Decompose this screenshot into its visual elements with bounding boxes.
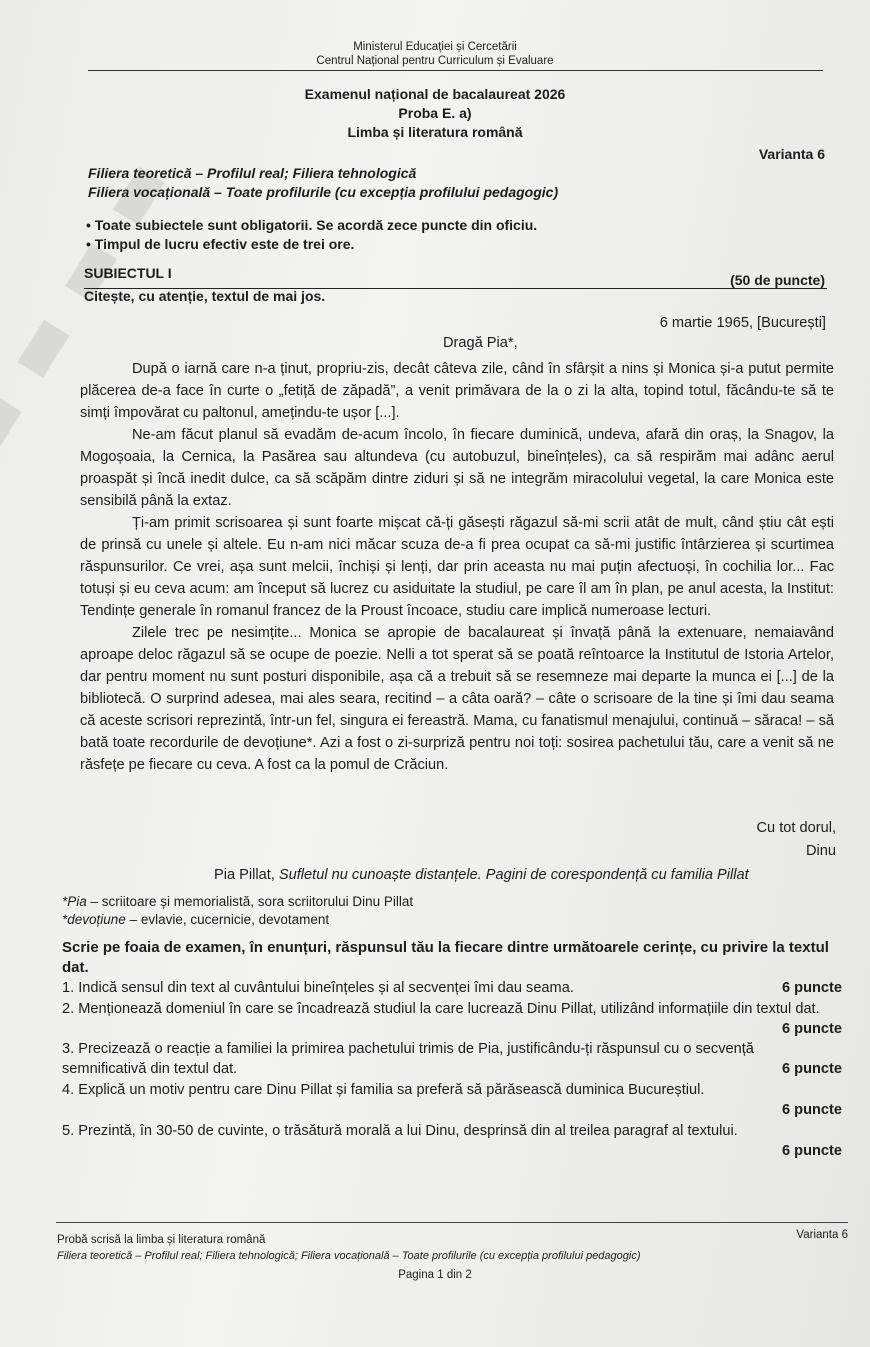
section-points: (50 de puncte): [730, 272, 825, 288]
task-intro: Scrie pe foaia de examen, în enunțuri, răspunsul tău la fiecare dintre următoarele cerințe, cu privire la textul dat.: [62, 939, 829, 976]
footer-variant: Varianta 6: [796, 1229, 848, 1241]
letter-closing: Cu tot dorul,: [756, 820, 836, 836]
letter-source: [214, 867, 844, 883]
center-name: Centrul Național pentru Curriculum și Evaluare: [316, 55, 554, 67]
ministry-header: [0, 40, 870, 68]
question-text: 3. Precizează o reacție a familiei la primirea pachetului trimis de Pia, justificându-ți răspunsul cu o secvență semnificativă din textul dat.: [62, 1041, 754, 1077]
variant-label: Varianta 6: [758, 146, 825, 162]
footnote-text: – scriitoare și memorialistă, sora scriitorului Dinu Pillat: [86, 894, 414, 909]
letter-body: [80, 358, 834, 776]
exam-title: Examenul național de bacalaureat 2026: [304, 86, 566, 102]
question-points: 6 puncte: [781, 1021, 842, 1037]
rule-item: • Timpul de lucru efectiv este de trei ore.: [86, 236, 355, 252]
question-text: 4. Explică un motiv pentru care Dinu Pillat și familia sa preferă să părăsească duminica Bucureștiul.: [62, 1082, 705, 1098]
footnote-text: – evlavie, cucernicie, devotament: [125, 912, 330, 927]
question-points: 6 puncte: [781, 980, 842, 996]
section-instruction: Citește, cu atenție, textul de mai jos.: [84, 288, 326, 304]
source-title: Sufletul nu cunoaște distanțele. Pagini de corespondență cu familia Pillat: [278, 867, 749, 883]
footer-line-1: Probă scrisă la limba și literatura română: [57, 1234, 266, 1246]
letter-signature: Dinu: [805, 843, 836, 859]
letter-paragraph: Ne-am făcut planul să evadăm de-acum încolo, în fiecare duminică, undeva, afară din oraș, la Snagov, la Mogoșoaia, la Cernica, la Pasărea sau altundeva (cu autobuzul, bineînțeles), ca să respirăm mai adânc aerul proaspăt și încă inedit dulce, ca să scăpăm dintre ziduri și să ne integrăm miracolului vegetal, la care Monica este sensibilă până la extaz.: [80, 427, 834, 509]
footer-page: Pagina 1 din 2: [398, 1269, 472, 1281]
question-points: 6 puncte: [781, 1061, 842, 1077]
question-text: 1. Indică sensul din text al cuvântului bineînțeles și al secvenței îmi dau seama.: [62, 980, 574, 996]
letter-date: 6 martie 1965, [București]: [659, 315, 826, 331]
letter-paragraph: Zilele trec pe nesimțite... Monica se apropie de bacalaureat și învață până la extenuare, nemaiavând aproape deloc răgazul să se ocupe de poezie. Nelli a tot sperat să se poată reîntoarce la Institutul de Istoria Artelor, dar pentru moment nu sunt posturi disponibile, așa că a trebuit să se resemneze mai departe la munca ei [...] de la bibliotecă. O surprind adesea, mai ales seara, recitind – a câta oară? – câte o scrisoare de la tine și îmi dau seama că aceste scrisori reprezintă, într-un fel, singura ei fereastră. Mama, cu fanatismul menajului, continuă – săraca! – să bată toate recordurile de devoțiune*. Azi a fost o zi-surpriză pentru noi toți: sosirea pachetului tău, care a venit să ne răsfețe pe fiecare cu ceva. A fost ca la pomul de Crăciun.: [80, 625, 834, 773]
footnote-term: *devoțiune: [62, 912, 126, 927]
ministry-name: Ministerul Educației și Cercetării: [353, 41, 517, 53]
footnote-term: *Pia: [62, 894, 87, 909]
exam-proba: Proba E. a): [398, 105, 472, 121]
question-points: 6 puncte: [781, 1143, 842, 1159]
letter-paragraph: După o iarnă care n-a ținut, propriu-zis, decât câteva zile, când în sfârșit a nins și Monica și-a putut permite plăcerea de-a face în curte o „fetiță de zăpadă”, a venit primăvara de la o zi la alta, topind totul, făcându-te să te simți împovărat cu paltonul, amețindu-te ușor [...].: [80, 361, 834, 421]
letter-salutation: Dragă Pia*,: [443, 335, 518, 351]
exam-subject: Limba și literatura română: [347, 124, 523, 140]
section-name: SUBIECTUL I: [84, 265, 172, 281]
letter-paragraph: Ți-am primit scrisoarea și sunt foarte mișcat că-ți găsești răgazul să-mi scrii atât de mult, când știu cât ești de prinsă cu unele și altele. Eu n-am nici măcar scuza de-a fi prea ocupat ca să-mi justific întârzierea și scurtimea răspunsurilor. Ce vrei, așa sunt melcii, închiși și lenți, dar prin aceasta nu mai puțin afectuoși, în cochilia lor... Fac totuși și eu ceva acum: am început să lucrez cu asiduitate la studiul, pe care îl am în plan, pe anul acesta, la Institut: Tendințe generale în romanul francez de la Proust încoace, studiu care implică numeroase lecturi.: [80, 515, 834, 619]
question-points: 6 puncte: [781, 1102, 842, 1118]
source-author: Pia Pillat,: [214, 867, 275, 883]
question-5: [62, 1121, 842, 1161]
question-text: 2. Menționează domeniul în care se încadrează studiul la care lucrează Dinu Pillat, utilizând informațiile din textul dat.: [62, 1001, 820, 1017]
filiera-line-2: Filiera vocațională – Toate profilurile (cu excepția profilului pedagogic): [88, 184, 559, 200]
question-3: [62, 1039, 842, 1079]
question-text: 5. Prezintă, în 30-50 de cuvinte, o trăsătură morală a lui Dinu, desprinsă din al treilea paragraf al textului.: [62, 1123, 738, 1139]
footnote: [62, 912, 329, 927]
footer-rule: [56, 1222, 848, 1223]
footer-line-2: Filiera teoretică – Profilul real; Filiera tehnologică; Filiera vocațională – Toate profilurile (cu excepția profilului pedagogic): [57, 1250, 641, 1262]
question-1: [62, 978, 842, 998]
question-2: [62, 999, 842, 1039]
filiera-line-1: Filiera teoretică – Profilul real; Filiera tehnologică: [88, 165, 417, 181]
rule-item: • Toate subiectele sunt obligatorii. Se acordă zece puncte din oficiu.: [86, 217, 538, 233]
header-rule: [88, 70, 823, 71]
footnote: [62, 894, 413, 909]
question-4: [62, 1080, 842, 1120]
